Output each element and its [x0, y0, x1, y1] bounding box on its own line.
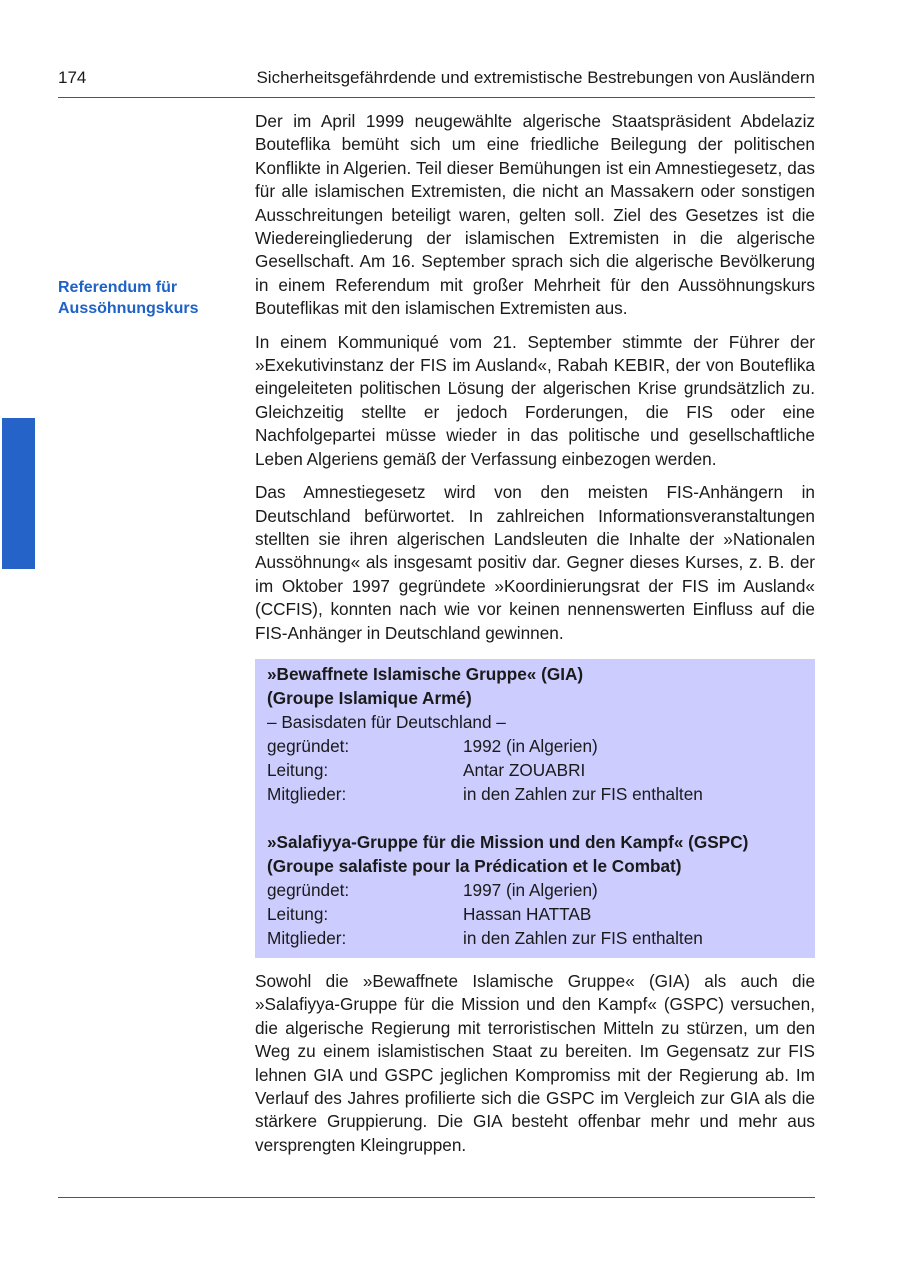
margin-note-line-2: Aussöhnungskurs — [58, 300, 199, 317]
paragraph-communique: In einem Kommuniqué vom 21. September stimmte der Führer der »Exekutivinstanz der FIS im Ausland«, Rabah KEBIR, der von Bouteflika eingeleiteten politischen Lösung der algerischen Krise grundsätzlich zu. Gleichzeitig stellte er jedoch Forderungen, die FIS oder eine Nachfolgepartei müsse wieder in das politische und gesellschaftliche Leben Algeriens gemäß der Verfassung einbezogen werden. — [255, 331, 815, 469]
gspc-members-label: Mitglieder: — [267, 927, 347, 948]
gspc-leader-label: Leitung: — [267, 903, 329, 924]
gia-founded-label: gegründet: — [267, 735, 350, 756]
gia-leader-label: Leitung: — [267, 759, 329, 780]
paragraph-fis-supporters: Das Amnestiegesetz wird von den meisten FIS-Anhängern in Deutschland befürwortet. In zahlreichen Informationsveranstaltungen stellten sie ihren algerischen Landsleuten die Inhalte der »Nationalen Aussöhnung« als insgesamt positiv dar. Gegner dieses Kurses, z. B. der im Oktober 1997 gegründete »Koordinierungsrat der FIS im Ausland« (CCFIS), konnten nach wie vor keinen nennenswerten Einfluss auf die FIS-Anhänger in Deutschland gewinnen. — [255, 482, 815, 643]
gia-leader-value: Antar ZOUABRI — [463, 759, 586, 780]
gia-title-french: (Groupe Islamique Armé) — [267, 687, 472, 708]
gia-members-label: Mitglieder: — [267, 783, 347, 804]
page-number: 174 — [58, 68, 87, 87]
margin-note — [58, 277, 233, 319]
gia-members-value: in den Zahlen zur FIS enthalten — [463, 783, 703, 804]
gia-subtitle: – Basisdaten für Deutschland – — [267, 711, 506, 732]
gspc-founded-value: 1997 (in Algerien) — [463, 879, 598, 900]
organization-infobox — [255, 659, 815, 958]
gspc-title-french: (Groupe salafiste pour la Prédication et le Combat) — [267, 855, 682, 876]
gspc-title: »Salafiyya-Gruppe für die Mission und den Kampf« (GSPC) — [267, 831, 749, 852]
main-text-column — [255, 110, 815, 1167]
gia-leader-row — [267, 758, 803, 782]
gspc-members-row — [267, 926, 803, 950]
gia-title: »Bewaffnete Islamische Gruppe« (GIA) — [267, 663, 584, 684]
infobox-spacer — [267, 806, 803, 830]
gspc-founded-label: gegründet: — [267, 879, 350, 900]
header-rule — [58, 97, 815, 98]
gspc-leader-row — [267, 902, 803, 926]
gia-members-row — [267, 782, 803, 806]
page-header — [58, 66, 815, 96]
running-title: Sicherheitsgefährdende und extremistische Bestrebungen von Ausländern — [256, 68, 815, 87]
gspc-leader-value: Hassan HATTAB — [463, 903, 592, 924]
footer-rule — [58, 1197, 815, 1198]
paragraph-amnesty-law: Der im April 1999 neugewählte algerische Staatspräsident Abdelaziz Bouteflika bemüht sich um eine friedliche Beilegung der politischen Konflikte in Algerien. Teil dieser Bemühungen ist ein Amnestiegesetz, das für alle islamischen Extremisten, die nicht an Massakern oder sonstigen Ausschreitungen beteiligt waren, gelten soll. Ziel des Gesetzes ist die Wiedereingliederung der islamischen Extremisten in die algerische Gesellschaft. Am 16. September sprach sich die algerische Bevölkerung in einem Referendum mit großer Mehrheit für den Aussöhnungskurs Bouteflikas mit den islamischen Extremisten aus. — [255, 111, 815, 319]
chapter-side-tab — [2, 418, 35, 569]
paragraph-gia-gspc: Sowohl die »Bewaffnete Islamische Gruppe« (GIA) als auch die »Salafiyya-Gruppe für die Mission und den Kampf« (GSPC) versuchen, die algerische Regierung mit terroristischen Mitteln zu stürzen, um den Weg zu einem islamistischen Staat zu bereiten. Im Gegensatz zur FIS lehnen GIA und GSPC jeglichen Kompromiss mit der Regierung ab. Im Verlauf des Jahres profilierte sich die GSPC im Vergleich zur GIA als die stärkere Gruppierung. Die GIA besteht offenbar mehr und mehr aus versprengten Kleingruppen. — [255, 970, 815, 1155]
gspc-founded-row — [267, 878, 803, 902]
gia-founded-value: 1992 (in Algerien) — [463, 735, 598, 756]
gspc-members-value: in den Zahlen zur FIS enthalten — [463, 927, 703, 948]
margin-note-line-1: Referendum für — [58, 279, 178, 296]
gia-founded-row — [267, 734, 803, 758]
